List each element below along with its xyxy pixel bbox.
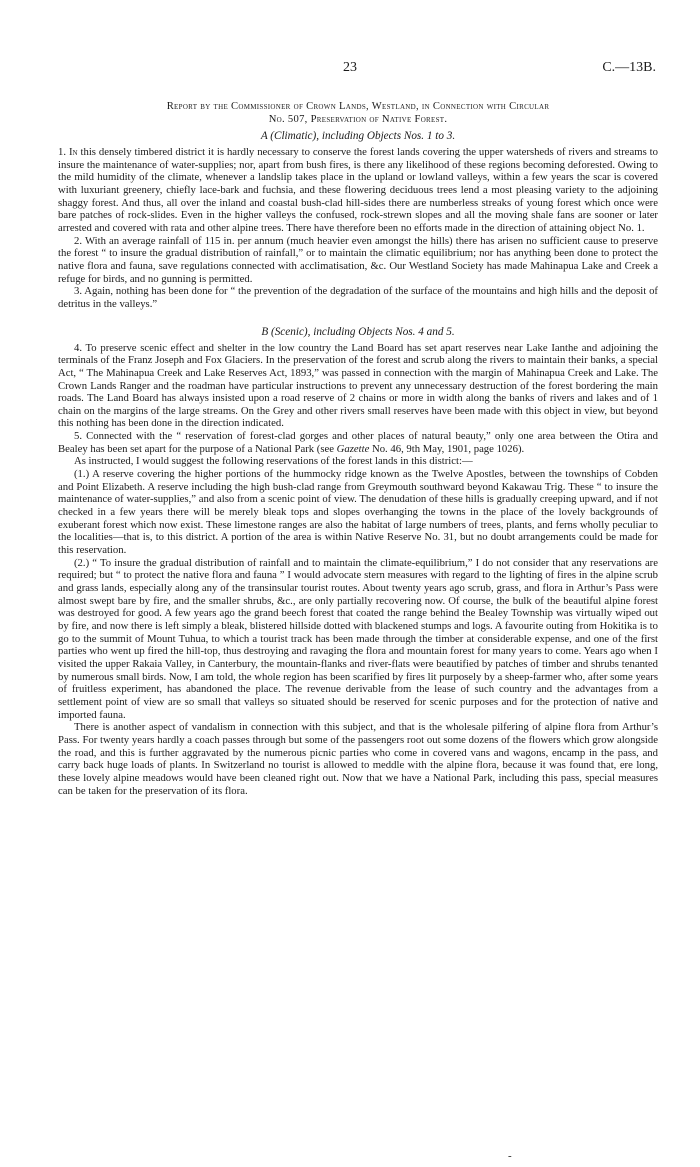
paragraph-5 xyxy=(58,430,658,455)
paragraph-2: 2. With an average rainfall of 115 in. per annum (much heavier even amongst the hills) there has arisen no sufficient cause to preserve the forest “ to insure the gradual distribution of rainfall,” or to maintain the climatic equilibrium; nor has anything been done to protect the native flora and fauna, save regulations connected with acclimatisation, &c. Our Westland Society has made Mahinapua Lake and Creek a refuge for birds, and no gunning is permitted. xyxy=(58,234,658,285)
paragraph-1-lead: 1. In xyxy=(58,146,78,158)
paragraph-1-text: this densely timbered district it is hardly necessary to conserve the forest lands covering the upper watersheds of rivers and streams to insure the maintenance of water-supplies; nor, apart from bush fires, is there any likelihood of these regions becoming deforested. Owing to the mild humidity of the climate, whenever a landslip takes place in the upland or lowland valleys, within a few years the scar is covered with luxuriant greenery, chiefly lace-bark and fuchsia, and these flowering deciduous trees lend a most pleasing variety to the adjoining shaggy forest. And thus, all over the inland and coastal bush-clad hill-sides there are numberless streaks of young forest which once were bare patches of rock-slides. Even in the higher valleys the confused, rock-strewn slopes and all the moving shale fans are sooner or later arrested and covered with rata and other alpine trees. There have therefore been no efforts made in the direction of attaining object No. 1. xyxy=(58,146,658,234)
paragraph-4: 4. To preserve scenic effect and shelter in the low country the Land Board has set apart reserves near Lake Ianthe and adjoining the terminals of the Franz Joseph and Fox Glaciers. In the preservation of the forest and scrub along the rivers to maintain their banks, a special Act, “ The Mahinapua Creek and Lake Reserves Act, 1893,” was passed in connection with the margin of Mahinapua Creek and Lake. The Crown Lands Ranger and the roadman have particular instructions to prevent any unnecessary destruction of the forest bordering the main roads. The Land Board has always insisted upon a road reserve of 2 chains or more in width along the banks of rivers and lakes and of 1 chain on the margins of the large streams. On the Grey and other rivers small reserves have been made with this object in view, but beyond this nothing has been done in the direction indicated. xyxy=(58,341,658,430)
footer-mark: - xyxy=(508,1150,512,1162)
report-title-line-2: No. 507, Preservation of Native Forest. xyxy=(268,114,448,125)
section-b-heading: B (Scenic), including Objects Nos. 4 and 5. xyxy=(261,325,455,338)
document-code: C.—13B. xyxy=(602,60,656,75)
paragraph-9: There is another aspect of vandalism in connection with this subject, and that is the wholesale pilfering of alpine flora from Arthur’s Pass. For twenty years hardly a coach passes through but some of the passengers root out some dozens of the flowers which grow alongside the road, and this is further aggravated by the numerous picnic parties who come in covered vans and wagons, encamp in the pass, and carry back huge loads of plants. In Switzerland no tourist is allowed to meddle with the alpine flora, because it was found that, ere long, these lovely alpine meadows would have been cleaned right out. Now that we have a National Park, including this pass, special measures can be taken for the preservation of its flora. xyxy=(58,721,658,797)
paragraph-6: As instructed, I would suggest the following reservations of the forest lands in this district:— xyxy=(74,455,473,468)
section-a-heading: A (Climatic), including Objects Nos. 1 to 3. xyxy=(260,130,456,142)
gazette-reference: Gazette xyxy=(336,442,370,455)
paragraph-5-text-a: 5. Connected with the “ reservation of forest-clad gorges and other places of natural beauty,” only one area between the Otira and Bealey has been set apart for the purpose of a National Park (see xyxy=(58,430,658,455)
paragraph-7: (1.) A reserve covering the higher portions of the hummocky ridge known as the Twelve Apostles, between the townships of Cobden and Point Elizabeth. A reserve including the high bush-clad range from Greymouth southward beyond Kakawau Trig. These “ to insure the maintenance of water-supplies,” and also from a scenic point of view. The denudation of these hills is gradually creeping upward, and if not checked in a few years there will be merely bleak tops and slopes overhanging the towns in the place of the lovely backgrounds of exuberant forest which now exist. These limestone ranges are also the habitat of large numbers of trees, plants, and ferns wholly peculiar to the localities—that is, to this district. A portion of the area is within Native Reserve No. 31, but no doubt arrangements could be made for this reservation. xyxy=(58,468,658,557)
report-title-line-1: Report by the Commissioner of Crown Lands, Westland, in Connection with Circular xyxy=(166,101,550,112)
paragraph-5-text-b: No. 46, 9th May, 1901, page 1026). xyxy=(369,442,525,455)
paragraph-3: 3. Again, nothing has been done for “ the prevention of the degradation of the surface of the mountains and high hills and the deposit of detritus in the valleys.” xyxy=(58,285,658,310)
report-title xyxy=(58,100,658,126)
page-number: 23 xyxy=(343,60,357,75)
paragraph-1 xyxy=(58,146,658,235)
paragraph-8: (2.) “ To insure the gradual distribution of rainfall and to maintain the climate-equilibrium,” I do not consider that any reservations are required; but “ to protect the native flora and fauna ” I would advocate stern measures with regard to the lighting of fires in the alpine scrub and grass lands, especially along any of the transinsular tourist routes. About twenty years ago scrub, grass, and flora in Arthur’s Pass were almost swept bare by fire, and the smaller shrubs, &c., are only partially recovering now. Of course, the bulk of the beautiful alpine forest was destroyed for good. A few years ago the grand beech forest that coated the range behind the Bealey Township was virtually wiped out by fire, and now there is left simply a bleak, blistered hillside dotted with blackened stumps and logs. A favourite outing from Hokitika is to go to the summit of Mount Tuhua, to which a tourist track has been made through the timber at considerable expense, and one of the first parties who went up fired the hill-top, thus destroying and ravaging the flora and mountain forest for many years to come. Years ago when I visited the upper Rakaia Valley, in Canterbury, the mountain-flanks and river-flats were beautified by patches of timber and shrubs tenanted by numerous small birds. Now, I am told, the whole region has been scarified by fires lit purposely by a sheep-farmer who, after some years of fruitless experiment, has abandoned the place. The revenue derivable from the lease of such country and the advantages from a settlement point of view are so small that valleys so situated should be reserved for scenic purposes and for the protection of native and imported fauna. xyxy=(58,556,658,721)
